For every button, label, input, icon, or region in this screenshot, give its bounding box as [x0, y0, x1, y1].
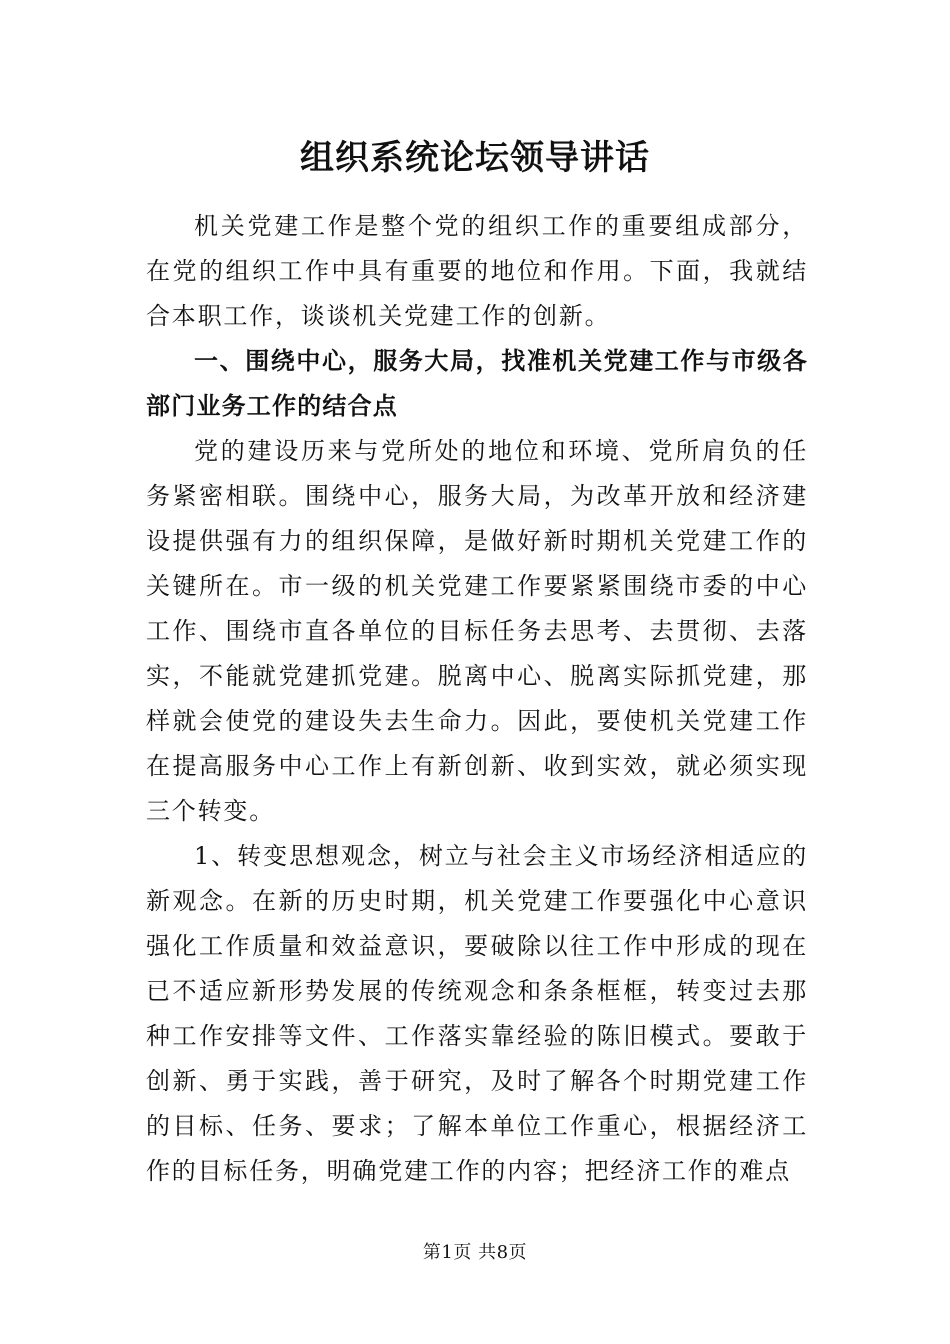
page-title: 组织系统论坛领导讲话: [300, 138, 650, 178]
section-heading: 一、围绕中心，服务大局，找准机关党建工作与市级各部门业务工作的结合点: [146, 347, 808, 420]
intro-paragraph: 机关党建工作是整个党的组织工作的重要组成部分，在党的组织工作中具有重要的地位和作用。下面，我就结合本职工作，谈谈机关党建工作的创新。: [146, 212, 808, 330]
document-body: [146, 204, 808, 1194]
body-paragraph: 党的建设历来与党所处的地位和环境、党所肩负的任务紧密相联。围绕中心，服务大局，为改革开放和经济建设提供强有力的组织保障，是做好新时期机关党建工作的关键所在。市一级的机关党建工作要紧紧围绕市委的中心工作、围绕市直各单位的目标任务去思考、去贯彻、去落实，不能就党建抓党建。脱离中心、脱离实际抓党建，那样就会使党的建设失去生命力。因此，要使机关党建工作在提高服务中心工作上有新创新、收到实效，就必须实现三个转变。: [146, 437, 808, 825]
list-paragraph: 1、转变思想观念，树立与社会主义市场经济相适应的新观念。在新的历史时期，机关党建工作要强化中心意识强化工作质量和效益意识，要破除以往工作中形成的现在已不适应新形势发展的传统观念和条条框框，转变过去那种工作安排等文件、工作落实靠经验的陈旧模式。要敢于创新、勇于实践，善于研究，及时了解各个时期党建工作的目标、任务、要求；了解本单位工作重心，根据经济工作的目标任务，明确党建工作的内容；把经济工作的难点: [146, 842, 808, 1185]
page-footer: 第1页 共8页: [422, 1242, 528, 1263]
